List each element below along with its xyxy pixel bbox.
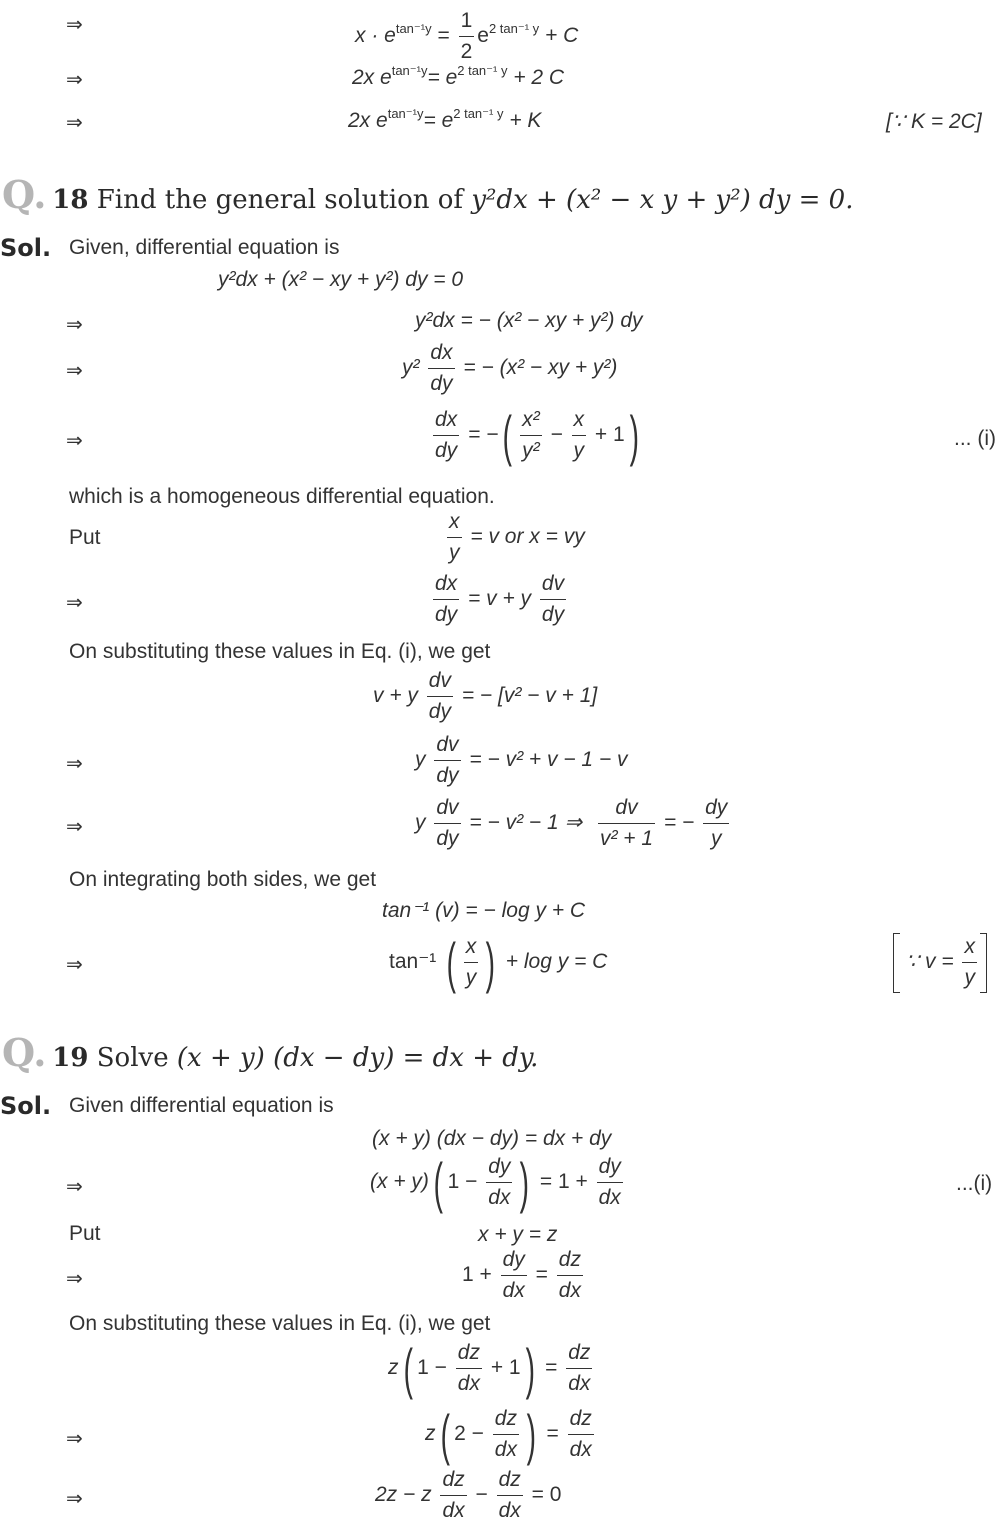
equation: tan⁻¹ (v) = − log y + C [382, 899, 586, 922]
implies-arrow: ⇒ [66, 358, 83, 382]
fraction: $\frac{x}{y}$ [572, 405, 587, 466]
reason-note: [∵ K = 2C] [886, 110, 982, 133]
equation: (x + y) (dx − dy) = dx + dy [372, 1127, 612, 1150]
equation: $\frac{dx}{dy}$ = −( $\frac{\text{x²}}{\text{y²}}$ − $\frac{x}{y}$ + 1) [435, 403, 639, 467]
implies-arrow: ⇒ [66, 1266, 83, 1290]
fraction: $\frac{dy}{dx}$ [486, 1152, 512, 1213]
equation: z( 1 − $\frac{dz}{dx}$ + 1) = $\frac{dz}{dx}$ [388, 1336, 591, 1400]
text-line: On integrating both sides, we get [69, 868, 377, 891]
fraction: $\frac{dv}{dy}$ [540, 569, 566, 630]
implies-arrow: ⇒ [66, 312, 83, 336]
solution-intro: Given differential equation is [69, 1094, 334, 1117]
fraction: $\frac{dx}{dy}$ [428, 338, 454, 399]
fraction: $\frac{dz}{dx}$ [440, 1465, 466, 1526]
equation: y $\frac{dv}{dy}$ = − v² + v − 1 − v [415, 730, 628, 791]
implies-arrow: ⇒ [66, 428, 83, 452]
fraction: $\frac{dy}{y}$ [703, 793, 729, 854]
question-text: Find the general solution of [96, 185, 464, 215]
implies-arrow: ⇒ [66, 952, 83, 976]
fraction: $\frac{dv}{\text{v² + 1}}$ [598, 793, 655, 854]
fraction: $\frac{dv}{dy}$ [427, 666, 453, 727]
implies-arrow: ⇒ [66, 751, 83, 775]
equation: tan⁻¹ ( $\frac{x}{y}$ ) + log y = C [389, 930, 608, 994]
equation-ref: ... (i) [954, 427, 996, 450]
question-mark: Q. [2, 1030, 47, 1075]
implies-arrow: ⇒ [66, 1174, 83, 1198]
fraction: $\frac{x}{y}$ [447, 507, 462, 568]
equation: 1 + $\frac{dy}{dx}$ = $\frac{dz}{dx}$ [462, 1245, 586, 1306]
equation: 2z − z $\frac{dz}{dx}$ − $\frac{dz}{dx}$ = 0 [375, 1465, 561, 1526]
fraction: $\frac{dx}{dy}$ [433, 569, 459, 630]
equation: (x + y)( 1 − $\frac{dy}{dx}$ ) = 1 + $\frac{dy}{dx}$ [370, 1150, 621, 1214]
text-line: which is a homogeneous differential equation. [69, 485, 495, 508]
top-line-1: $x \cdot e^{tan^{-1}y}$ = $\frac{1}{2}$ $e^{2 tan^{-1} y} + C$ [355, 6, 578, 67]
equation: y² $\frac{dx}{dy}$ = − (x² − xy + y²) [402, 338, 617, 399]
fraction: $\frac{x}{y}$ [962, 932, 977, 993]
equation: v + y $\frac{dv}{dy}$ = − [v² − v + 1] [373, 666, 597, 727]
equation: z( 2 − $\frac{dz}{dx}$ ) = $\frac{dz}{dx}$ [425, 1402, 592, 1466]
question-equation: (x + y) (dx − dy) = dx + dy. [176, 1043, 539, 1073]
equation: $\frac{x}{y}$ = v or x = vy [444, 507, 585, 568]
question-heading [2, 1030, 538, 1075]
question-text: Solve [96, 1043, 169, 1073]
fraction: $\frac{\text{x²}}{\text{y²}}$ [520, 405, 542, 466]
fraction: $\frac{dz}{dx}$ [568, 1404, 594, 1465]
fraction: $\frac{dv}{dy}$ [434, 730, 460, 791]
implies-arrow: ⇒ [66, 590, 83, 614]
text-line: On substituting these values in Eq. (i), we get [69, 640, 491, 663]
equation: x + y = z [478, 1223, 558, 1246]
fraction: $\frac{dz}{dx}$ [557, 1245, 583, 1306]
implies-arrow: ⇒ [66, 110, 83, 134]
implies-arrow: ⇒ [66, 1486, 83, 1510]
text-line: On substituting these values in Eq. (i), we get [69, 1312, 491, 1335]
fraction: $\frac{1}{2}$ [459, 6, 475, 67]
fraction: $\frac{dz}{dx}$ [456, 1338, 482, 1399]
question-mark: Q. [2, 172, 47, 217]
fraction: $\frac{dz}{dx}$ [566, 1338, 592, 1399]
solution-label: Sol. [0, 234, 52, 262]
reason-note: ∵ v = $\frac{x}{y}$ [893, 932, 987, 993]
implies-arrow: ⇒ [66, 67, 83, 91]
fraction: $\frac{dv}{dy}$ [434, 793, 460, 854]
equation: y $\frac{dv}{dy}$ = − v² − 1 ⇒ $\frac{dv}{\text{v² + 1}}$ = − $\frac{dy}{y}$ [415, 793, 732, 854]
solution-intro: Given, differential equation is [69, 236, 340, 259]
fraction: $\frac{dy}{dx}$ [597, 1152, 623, 1213]
equation: $\frac{dx}{dy}$ = v + y $\frac{dv}{dy}$ [430, 569, 569, 630]
question-number: 18 [52, 185, 89, 215]
equation: y²dx + (x² − xy + y²) dy = 0 [218, 268, 464, 291]
implies-arrow: ⇒ [66, 1426, 83, 1450]
equation: y²dx = − (x² − xy + y²) dy [415, 309, 643, 332]
fraction: $\frac{x}{y}$ [464, 932, 479, 993]
fraction: $\frac{dz}{dx}$ [493, 1404, 519, 1465]
question-heading [2, 172, 854, 217]
put-label: Put [69, 1222, 101, 1245]
top-line-2: 2x $e^{tan^{-1}y}= e^{2 tan^{-1} y} + 2$ C [352, 63, 565, 89]
implies-arrow: ⇒ [66, 12, 83, 36]
solution-label: Sol. [0, 1092, 52, 1120]
fraction: $\frac{dx}{dy}$ [433, 405, 459, 466]
fraction: $\frac{dy}{dx}$ [501, 1245, 527, 1306]
top-line-3: 2x $e^{tan^{-1}y}= e^{2 tan^{-1} y} + K$ [348, 106, 542, 132]
put-label: Put [69, 526, 101, 549]
question-equation: y²dx + (x² − x y + y²) dy = 0. [471, 185, 854, 215]
fraction: $\frac{dz}{dx}$ [497, 1465, 523, 1526]
equation-ref: ...(i) [956, 1172, 993, 1195]
question-number: 19 [52, 1043, 89, 1073]
implies-arrow: ⇒ [66, 814, 83, 838]
